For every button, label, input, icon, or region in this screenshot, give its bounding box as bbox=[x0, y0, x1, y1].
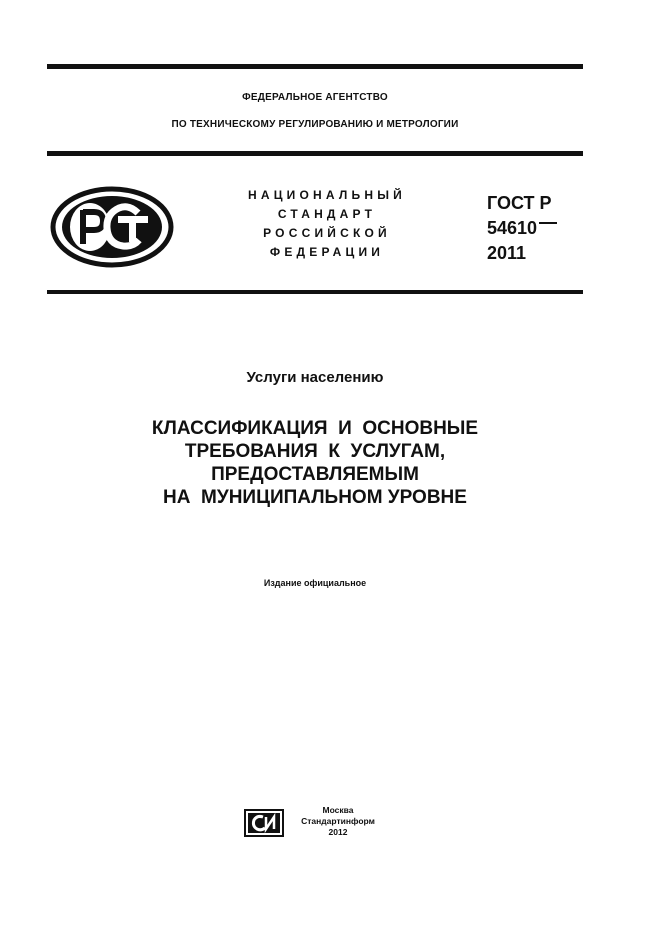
document-subtitle: Услуги населению bbox=[246, 369, 384, 386]
gost-year: 2011 bbox=[487, 243, 527, 263]
edition-label: Издание официальное bbox=[263, 578, 367, 588]
gost-dash bbox=[539, 222, 557, 224]
bottom-rule bbox=[47, 290, 583, 294]
standartinform-logo-icon bbox=[244, 809, 284, 837]
gost-designation bbox=[487, 191, 557, 266]
title-line-4: НА МУНИЦИПАЛЬНОМ УРОВНЕ bbox=[163, 487, 467, 508]
publisher-year: 2012 bbox=[328, 827, 348, 837]
middle-rule bbox=[47, 151, 583, 156]
title-line-2: ТРЕБОВАНИЯ К УСЛУГАМ, bbox=[184, 441, 446, 462]
publisher-name: Стандартинформ bbox=[301, 816, 375, 826]
national-line-1: НАЦИОНАЛЬНЫЙ bbox=[247, 188, 407, 202]
publisher-city: Москва bbox=[322, 805, 354, 815]
publisher-block bbox=[290, 805, 386, 838]
gost-line1: ГОСТ Р bbox=[487, 193, 552, 213]
agency-name-line1: ФЕДЕРАЛЬНОЕ АГЕНТСТВО bbox=[242, 92, 388, 103]
rst-gost-emblem-icon bbox=[50, 186, 174, 268]
national-line-3: РОССИЙСКОЙ bbox=[263, 226, 391, 240]
title-line-1: КЛАССИФИКАЦИЯ И ОСНОВНЫЕ bbox=[151, 418, 479, 439]
agency-name-line2: ПО ТЕХНИЧЕСКОМУ РЕГУЛИРОВАНИЮ И МЕТРОЛОГИИ bbox=[171, 119, 459, 130]
national-standard-label bbox=[232, 186, 422, 262]
national-line-2: СТАНДАРТ bbox=[277, 207, 377, 221]
national-line-4: ФЕДЕРАЦИИ bbox=[269, 245, 385, 259]
gost-number: 54610 bbox=[487, 218, 538, 238]
title-line-3: ПРЕДОСТАВЛЯЕМЫМ bbox=[211, 464, 419, 485]
top-rule bbox=[47, 64, 583, 69]
document-title bbox=[47, 417, 583, 509]
